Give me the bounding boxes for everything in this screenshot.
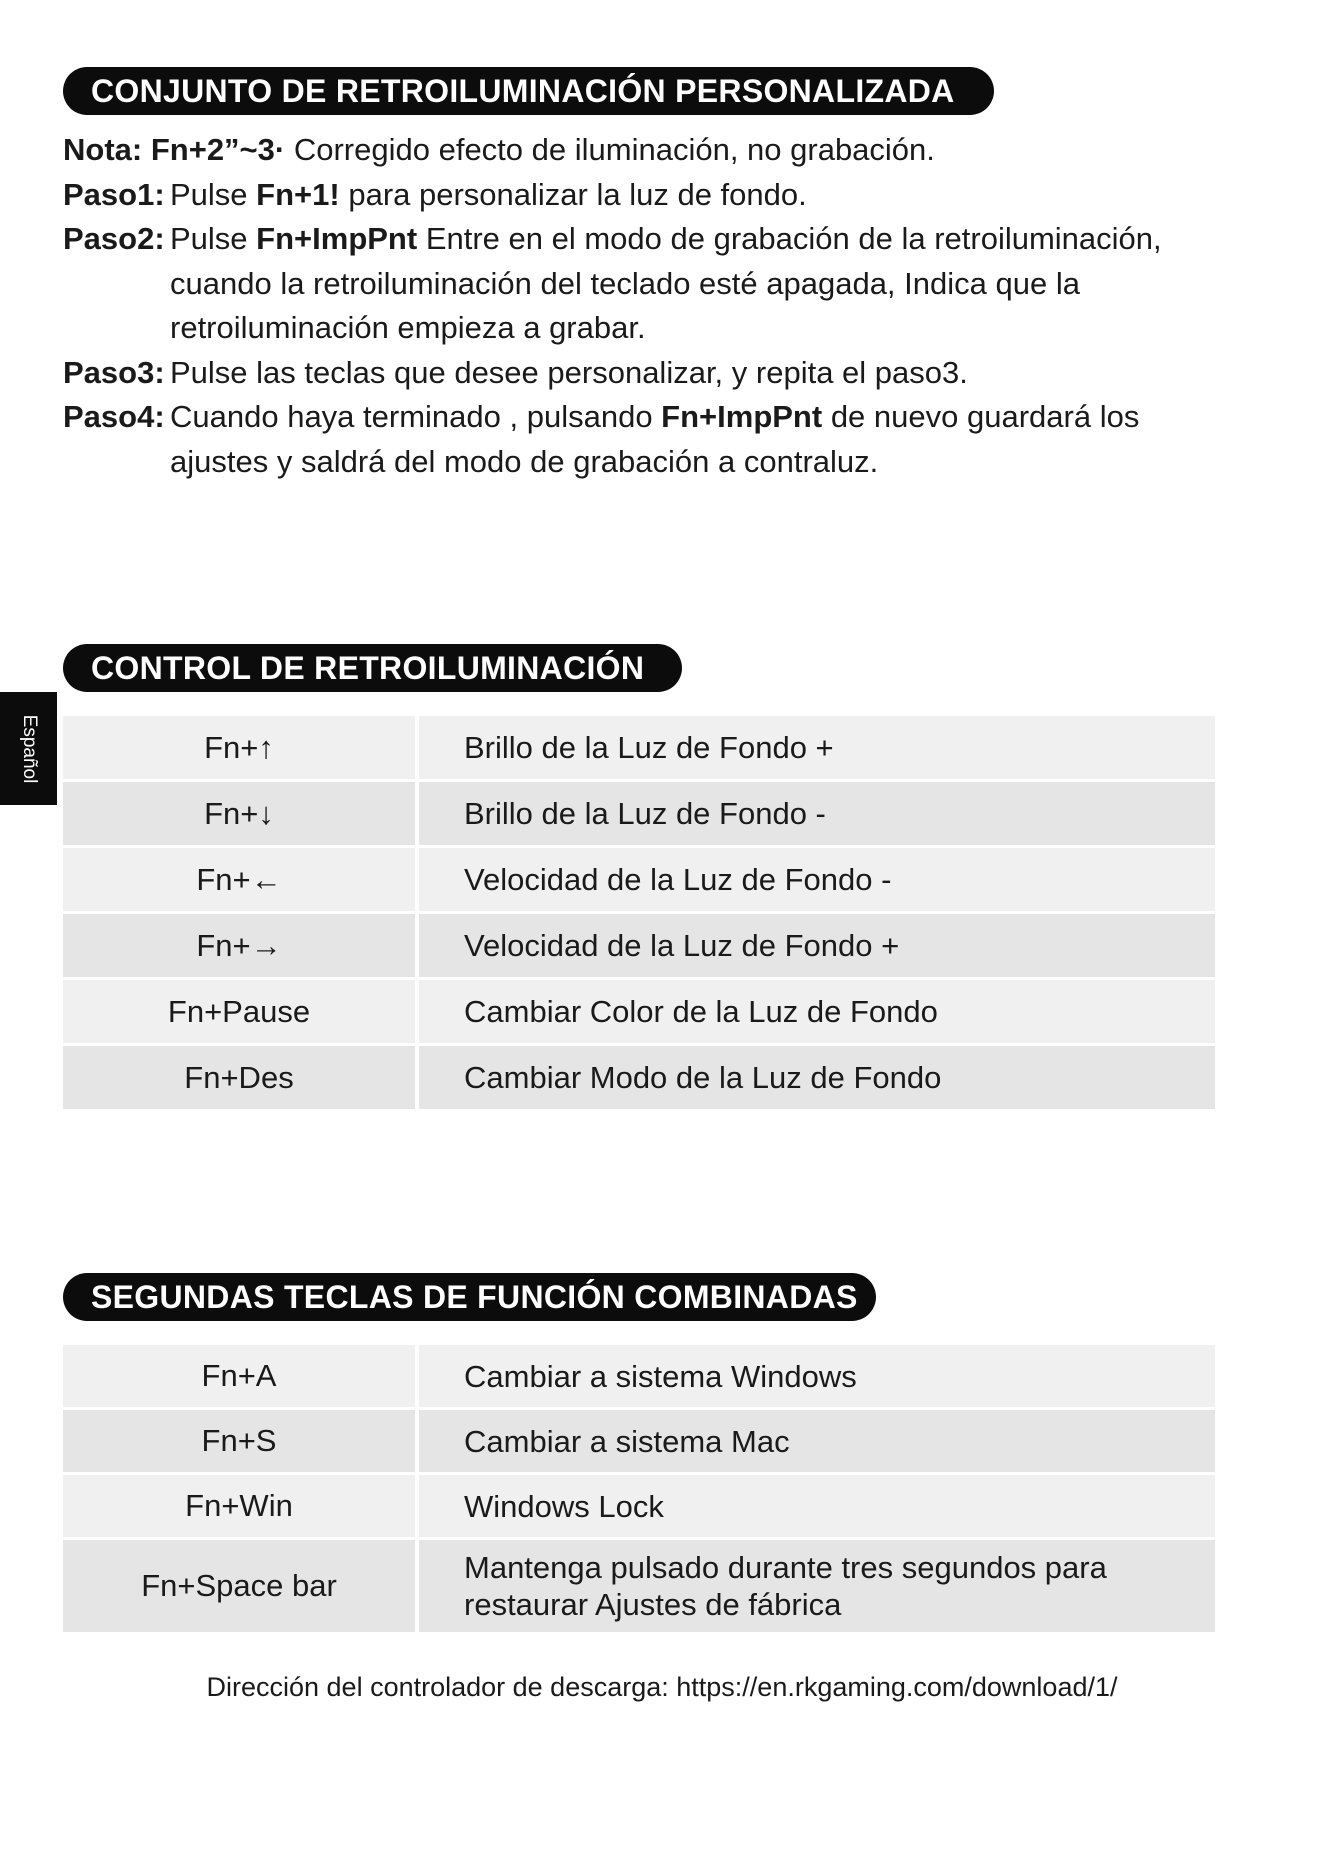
- table-row: [63, 782, 1215, 845]
- shortcut-action: Mantenga pulsado durante tres segundos para restaurar Ajustes de fábrica: [419, 1540, 1215, 1632]
- step-2-label: Paso2:: [63, 221, 165, 256]
- table-row: [63, 1475, 1215, 1537]
- shortcut-key: Fn+↑: [63, 716, 419, 779]
- backlight-control-table: [63, 713, 1215, 1112]
- shortcut-action: Brillo de la Luz de Fondo +: [419, 716, 1215, 779]
- shortcut-key: Fn+Win: [63, 1475, 419, 1537]
- shortcut-action: Brillo de la Luz de Fondo -: [419, 782, 1215, 845]
- shortcut-action: Windows Lock: [419, 1475, 1215, 1537]
- note-text: Corregido efecto de iluminación, no grabación.: [285, 132, 935, 167]
- step-2: [63, 217, 1263, 351]
- step-4-text: Cuando haya terminado , pulsando Fn+ImpPnt de nuevo guardará los ajustes y saldrá del modo de grabación a contraluz.: [170, 399, 1140, 479]
- step-3-text: Pulse las teclas que desee personalizar, y repita el paso3.: [170, 354, 968, 390]
- shortcut-action: Cambiar a sistema Windows: [419, 1345, 1215, 1407]
- step-1-text: Pulse Fn+1! para personalizar la luz de fondo.: [170, 176, 807, 212]
- shortcut-action: Velocidad de la Luz de Fondo +: [419, 914, 1215, 977]
- step-2-keys: Fn+ImpPnt: [256, 221, 418, 256]
- table-row: [63, 848, 1215, 911]
- table-row: [63, 1540, 1215, 1632]
- table-row: [63, 1046, 1215, 1109]
- shortcut-action: Cambiar Color de la Luz de Fondo: [419, 980, 1215, 1043]
- section-title-secondary-keys: SEGUNDAS TECLAS DE FUNCIÓN COMBINADAS: [63, 1273, 876, 1321]
- shortcut-key: Fn+Des: [63, 1046, 419, 1109]
- step-3: [63, 351, 1263, 396]
- custom-backlight-notes: [63, 128, 1263, 484]
- step-3-label: Paso3:: [63, 354, 165, 390]
- step-4: [63, 395, 1263, 484]
- shortcut-action: Cambiar a sistema Mac: [419, 1410, 1215, 1472]
- section-title-custom-backlight: CONJUNTO DE RETROILUMINACIÓN PERSONALIZADA: [63, 67, 994, 115]
- shortcut-action: Velocidad de la Luz de Fondo -: [419, 848, 1215, 911]
- shortcut-key: Fn+↓: [63, 782, 419, 845]
- language-tab: [0, 692, 57, 805]
- table-row: [63, 980, 1215, 1043]
- shortcut-key: Fn+S: [63, 1410, 419, 1472]
- shortcut-key: Fn+A: [63, 1345, 419, 1407]
- step-1-keys: Fn+1!: [256, 176, 340, 212]
- step-1: [63, 173, 1263, 218]
- note-label: Nota: Fn+2”~3·: [63, 132, 286, 167]
- driver-download-address: Dirección del controlador de descarga: https://en.rkgaming.com/download/1/: [206, 1672, 1118, 1702]
- shortcut-key: Fn+Pause: [63, 980, 419, 1043]
- shortcut-key: Fn+Space bar: [63, 1540, 419, 1632]
- language-tab-label: Español: [18, 714, 40, 783]
- step-2-text: Pulse Fn+ImpPnt Entre en el modo de grabación de la retroiluminación, cuando la retroiluminación del teclado esté apagada, Indica que la retroiluminación empieza a grabar.: [170, 221, 1162, 345]
- table-row: [63, 716, 1215, 779]
- table-row: [63, 1345, 1215, 1407]
- section-title-backlight-control: CONTROL DE RETROILUMINACIÓN: [63, 644, 682, 692]
- shortcut-action: Cambiar Modo de la Luz de Fondo: [419, 1046, 1215, 1109]
- step-4-label: Paso4:: [63, 399, 165, 434]
- shortcut-key: Fn+→: [63, 914, 419, 977]
- table-row: [63, 1410, 1215, 1472]
- shortcut-key: Fn+←: [63, 848, 419, 911]
- table-row: [63, 914, 1215, 977]
- secondary-keys-table: [63, 1342, 1215, 1635]
- note-line: [63, 128, 1263, 173]
- step-1-label: Paso1:: [63, 176, 165, 212]
- step-4-keys: Fn+ImpPnt: [661, 399, 823, 434]
